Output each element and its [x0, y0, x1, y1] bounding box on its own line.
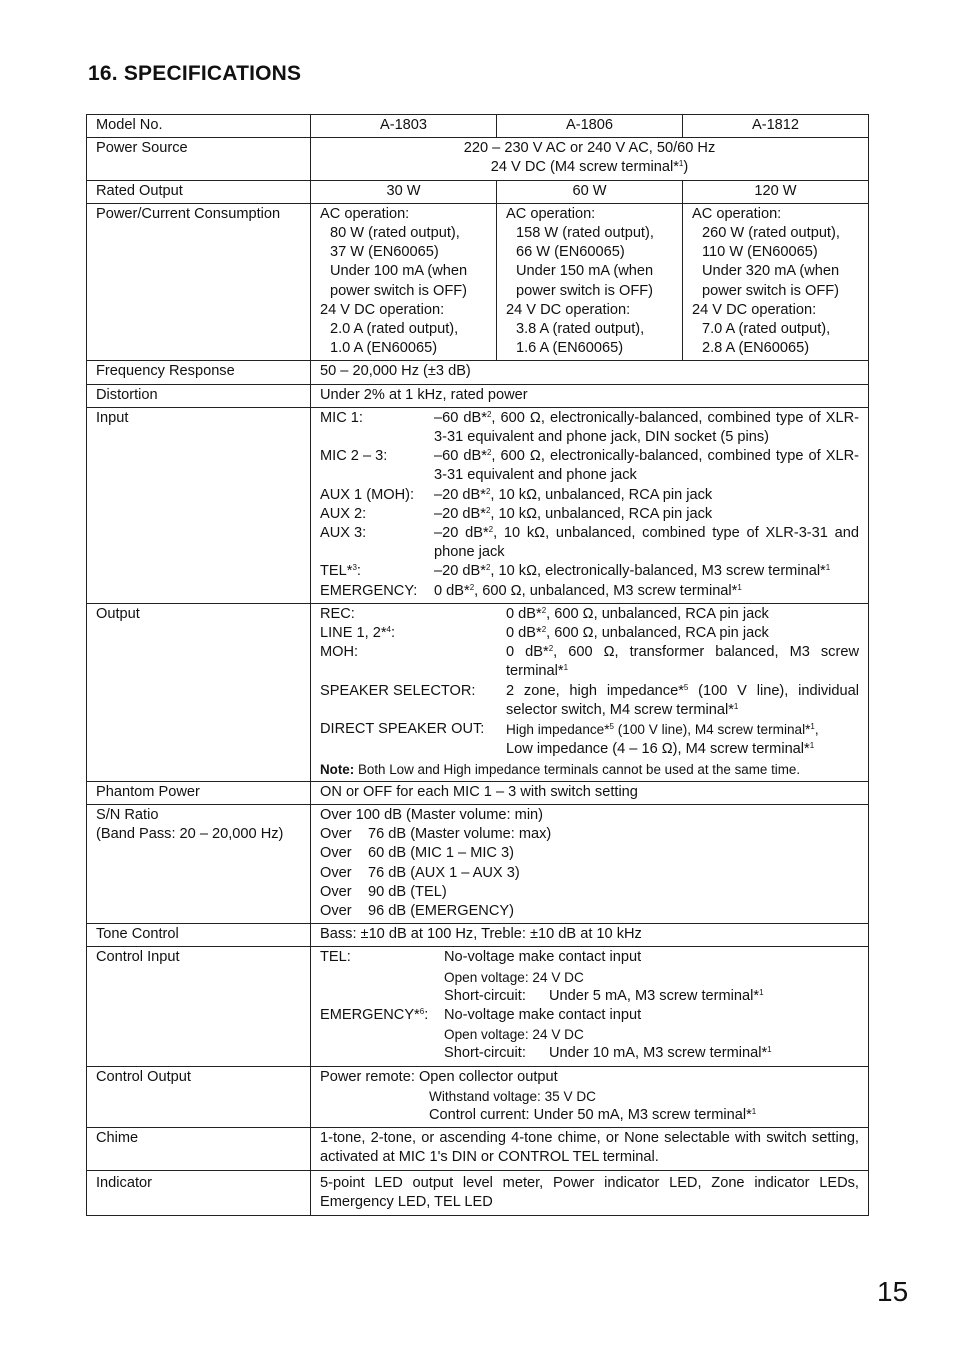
- row-label: Tone Control: [87, 924, 311, 947]
- row-label: Output: [87, 603, 311, 781]
- model-a1812: A-1812: [683, 115, 869, 138]
- table-row-frequency: [87, 361, 869, 384]
- sn-value: Over 100 dB (Master volume: min) Over 76 dB (Master volume: max) Over 60 dB (MIC 1 – MIC 3) Over 76 dB (AUX 1 – AUX 3) Over 90 dB (TEL) Over 96 dB (EMERGENCY): [311, 804, 869, 923]
- row-label: Model No.: [87, 115, 311, 138]
- row-label: Power/Current Consumption: [87, 203, 311, 361]
- table-row-input: [87, 407, 869, 603]
- row-label: Distortion: [87, 384, 311, 407]
- tone-value: Bass: ±10 dB at 100 Hz, Treble: ±10 dB at 10 kHz: [311, 924, 869, 947]
- rated-output-value: 120 W: [683, 180, 869, 203]
- control-input-value: TEL: No-voltage make contact input Open voltage: 24 V DC Short-circuit: Under 5 mA, M3 screw terminal*$^1$ EMERGENCY*$^6$: No-voltage make contact input Open voltage: 24 V DC Short-circuit: Under 10 mA, M3 screw terminal*$^1$: [311, 947, 869, 1066]
- row-label: Input: [87, 407, 311, 603]
- row-label: Power Source: [87, 138, 311, 180]
- table-row-model: [87, 115, 869, 138]
- table-row-control-output: [87, 1066, 869, 1128]
- row-label: Phantom Power: [87, 781, 311, 804]
- row-label: Control Output: [87, 1066, 311, 1128]
- row-label: Rated Output: [87, 180, 311, 203]
- model-a1806: A-1806: [497, 115, 683, 138]
- model-a1803: A-1803: [311, 115, 497, 138]
- consumption-a1806: AC operation: 158 W (rated output), 66 W (EN60065) Under 150 mA (when power switch is OFF) 24 V DC operation: 3.8 A (rated output), 1.6 A (EN60065): [497, 203, 683, 361]
- table-row-power-source: [87, 138, 869, 180]
- table-row-indicator: [87, 1170, 869, 1215]
- rated-output-value: 30 W: [311, 180, 497, 203]
- frequency-value: 50 – 20,000 Hz (±3 dB): [311, 361, 869, 384]
- output-value: REC: 0 dB*$^2$, 600 Ω, unbalanced, RCA pin jack LINE 1, 2*$^4$: 0 dB*$^2$, 600 Ω, unbalanced, RCA pin jack MOH: 0 dB*$^2$, 600 Ω, transformer balanced, M3 screw terminal*$^1$ SPEAKER SELECTOR: 2 zone, high impedance*$^5$ (100 V line), individual selector switch, M4 screw terminal*$^1$ DIRECT SPEAKER OUT: High impedance*$^5$ (100 V line), M4 screw terminal*$^1$, Low impedance (4 – 16 Ω), M4 screw terminal*$^1$ Note: Both Low and High impedance terminals cannot be used at the same time.: [311, 603, 869, 781]
- page-number: 15: [877, 1276, 909, 1307]
- specifications-table: [86, 114, 869, 1216]
- row-label: Control Input: [87, 947, 311, 1066]
- control-output-value: Power remote: Open collector output Withstand voltage: 35 V DC Control current: Under 50 mA, M3 screw terminal*$^1$: [311, 1066, 869, 1128]
- table-row-rated-output: [87, 180, 869, 203]
- table-row-distortion: [87, 384, 869, 407]
- consumption-a1803: AC operation: 80 W (rated output), 37 W (EN60065) Under 100 mA (when power switch is OFF) 24 V DC operation: 2.0 A (rated output), 1.0 A (EN60065): [311, 203, 497, 361]
- table-row-chime: [87, 1128, 869, 1170]
- table-row-tone: [87, 924, 869, 947]
- table-row-phantom: [87, 781, 869, 804]
- consumption-a1812: AC operation: 260 W (rated output), 110 W (EN60065) Under 320 mA (when power switch is OFF) 24 V DC operation: 7.0 A (rated output), 2.8 A (EN60065): [683, 203, 869, 361]
- table-row-consumption: [87, 203, 869, 361]
- distortion-value: Under 2% at 1 kHz, rated power: [311, 384, 869, 407]
- power-source-value: 220 – 230 V AC or 240 V AC, 50/60 Hz 24 V DC (M4 screw terminal*$^1$): [311, 138, 869, 180]
- table-row-output: [87, 603, 869, 781]
- row-label: Chime: [87, 1128, 311, 1170]
- page-title: 16. SPECIFICATIONS: [88, 62, 302, 85]
- input-value: MIC 1: –60 dB*$^2$, 600 Ω, electronically-balanced, combined type of XLR-3-31 equivalent and phone jack, DIN socket (5 pins) MIC 2 – 3: –60 dB*$^2$, 600 Ω, electronically-balanced, combined type of XLR-3-31 equivalent and phone jack AUX 1 (MOH): –20 dB*$^2$, 10 kΩ, unbalanced, RCA pin jack AUX 2: –20 dB*$^2$, 10 kΩ, unbalanced, RCA pin jack AUX 3: –20 dB*$^2$, 10 kΩ, unbalanced, combined type of XLR-3-31 and phone jack TEL*$^3$: –20 dB*$^2$, 10 kΩ, electronically-balanced, M3 screw terminal*$^1$ EMERGENCY: 0 dB*$^2$, 600 Ω, unbalanced, M3 screw terminal*$^1$: [311, 407, 869, 603]
- rated-output-value: 60 W: [497, 180, 683, 203]
- table-row-control-input: [87, 947, 869, 1066]
- row-label: Indicator: [87, 1170, 311, 1215]
- row-label: Frequency Response: [87, 361, 311, 384]
- phantom-value: ON or OFF for each MIC 1 – 3 with switch setting: [311, 781, 869, 804]
- indicator-value: 5-point LED output level meter, Power indicator LED, Zone indicator LEDs, Emergency LED, TEL LED: [311, 1170, 869, 1215]
- table-row-sn-ratio: [87, 804, 869, 923]
- chime-value: 1-tone, 2-tone, or ascending 4-tone chime, or None selectable with switch setting, activated at MIC 1's DIN or CONTROL TEL terminal.: [311, 1128, 869, 1170]
- row-label: S/N Ratio (Band Pass: 20 – 20,000 Hz): [87, 804, 311, 923]
- output-note: Note: Both Low and High impedance terminals cannot be used at the same time.: [320, 761, 801, 777]
